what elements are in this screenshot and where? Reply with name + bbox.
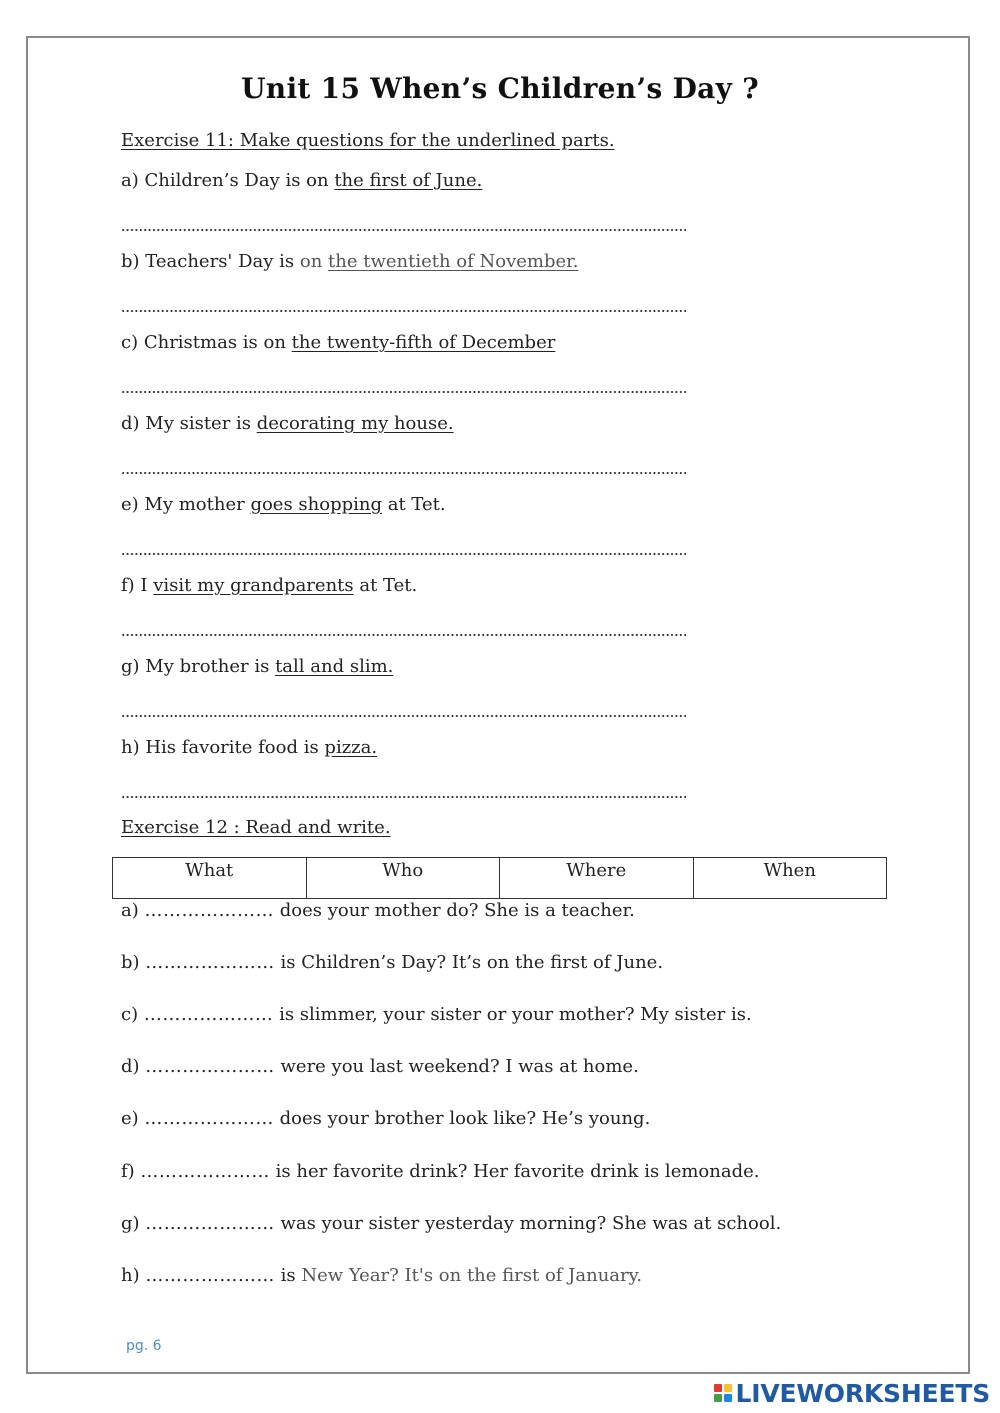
answer-line[interactable] [121, 391, 686, 393]
answer-line[interactable] [121, 472, 686, 474]
answer-blank[interactable]: ………………… [144, 1108, 274, 1129]
underlined-part: the first of June. [334, 170, 483, 191]
brand-mark-icon [714, 1384, 732, 1402]
word-bank-cell: When [693, 858, 887, 899]
answer-line[interactable] [121, 634, 686, 636]
exercise-11-item: c) Christmas is on the twenty-fifth of December [121, 332, 556, 353]
exercise-11-item: e) My mother goes shopping at Tet. [121, 494, 446, 515]
brand-logo [714, 1378, 990, 1408]
answer-blank[interactable]: ………………… [144, 900, 274, 921]
exercise-11-item: a) Children’s Day is on the first of June. [121, 170, 483, 191]
exercise-12-item: f) ………………… is her favorite drink? Her favorite drink is lemonade. [121, 1161, 760, 1182]
exercise-12-item: g) ………………… was your sister yesterday morning? She was at school. [121, 1213, 782, 1234]
underlined-part: pizza. [324, 737, 378, 758]
answer-line[interactable] [121, 553, 686, 555]
answer-blank[interactable]: ………………… [145, 1056, 275, 1077]
answer-blank[interactable]: ………………… [145, 1213, 275, 1234]
answer-blank[interactable]: ………………… [145, 952, 275, 973]
exercise-11-item: g) My brother is tall and slim. [121, 656, 394, 677]
word-bank-table [112, 857, 887, 899]
exercise-11-item: f) I visit my grandparents at Tet. [121, 575, 418, 596]
word-bank-cell: Who [306, 858, 500, 899]
word-bank-cell: Where [500, 858, 694, 899]
answer-blank[interactable]: ………………… [143, 1004, 274, 1025]
exercise-12-item: e) ………………… does your brother look like? He’s young. [121, 1108, 651, 1129]
page-title: Unit 15 When’s Children’s Day ? [241, 72, 759, 105]
underlined-part: the twentieth of November. [328, 251, 579, 272]
answer-blank[interactable]: ………………… [140, 1161, 270, 1182]
underlined-part: tall and slim. [275, 656, 394, 677]
answer-line[interactable] [121, 715, 686, 717]
word-bank-cell: What [113, 858, 307, 899]
exercise-12-item: a) ………………… does your mother do? She is a teacher. [121, 900, 635, 921]
answer-line[interactable] [121, 310, 686, 312]
underlined-part: decorating my house. [256, 413, 454, 434]
exercise-11-item: b) Teachers' Day is on the twentieth of November. [121, 251, 579, 272]
exercise-12-item: c) ………………… is slimmer, your sister or your mother? My sister is. [121, 1004, 752, 1025]
underlined-part: goes shopping [250, 494, 382, 515]
exercise-11-item: h) His favorite food is pizza. [121, 737, 378, 758]
exercise-12-heading: Exercise 12 : Read and write. [121, 817, 391, 838]
answer-blank[interactable]: ………………… [145, 1265, 275, 1286]
exercise-12-item: d) ………………… were you last weekend? I was at home. [121, 1056, 639, 1077]
exercise-11-heading: Exercise 11: Make questions for the underlined parts. [121, 130, 615, 151]
underlined-part: visit my grandparents [153, 575, 354, 596]
page-number: pg. 6 [126, 1338, 162, 1354]
answer-line[interactable] [121, 229, 686, 231]
exercise-12-item: b) ………………… is Children’s Day? It’s on the first of June. [121, 952, 664, 973]
exercise-11-item: d) My sister is decorating my house. [121, 413, 454, 434]
exercise-12-item: h) ………………… is New Year? It's on the first of January. [121, 1265, 643, 1286]
brand-name: LIVEWORKSHEETS [735, 1378, 990, 1408]
underlined-part: the twenty-fifth of December [291, 332, 556, 353]
answer-line[interactable] [121, 796, 686, 798]
